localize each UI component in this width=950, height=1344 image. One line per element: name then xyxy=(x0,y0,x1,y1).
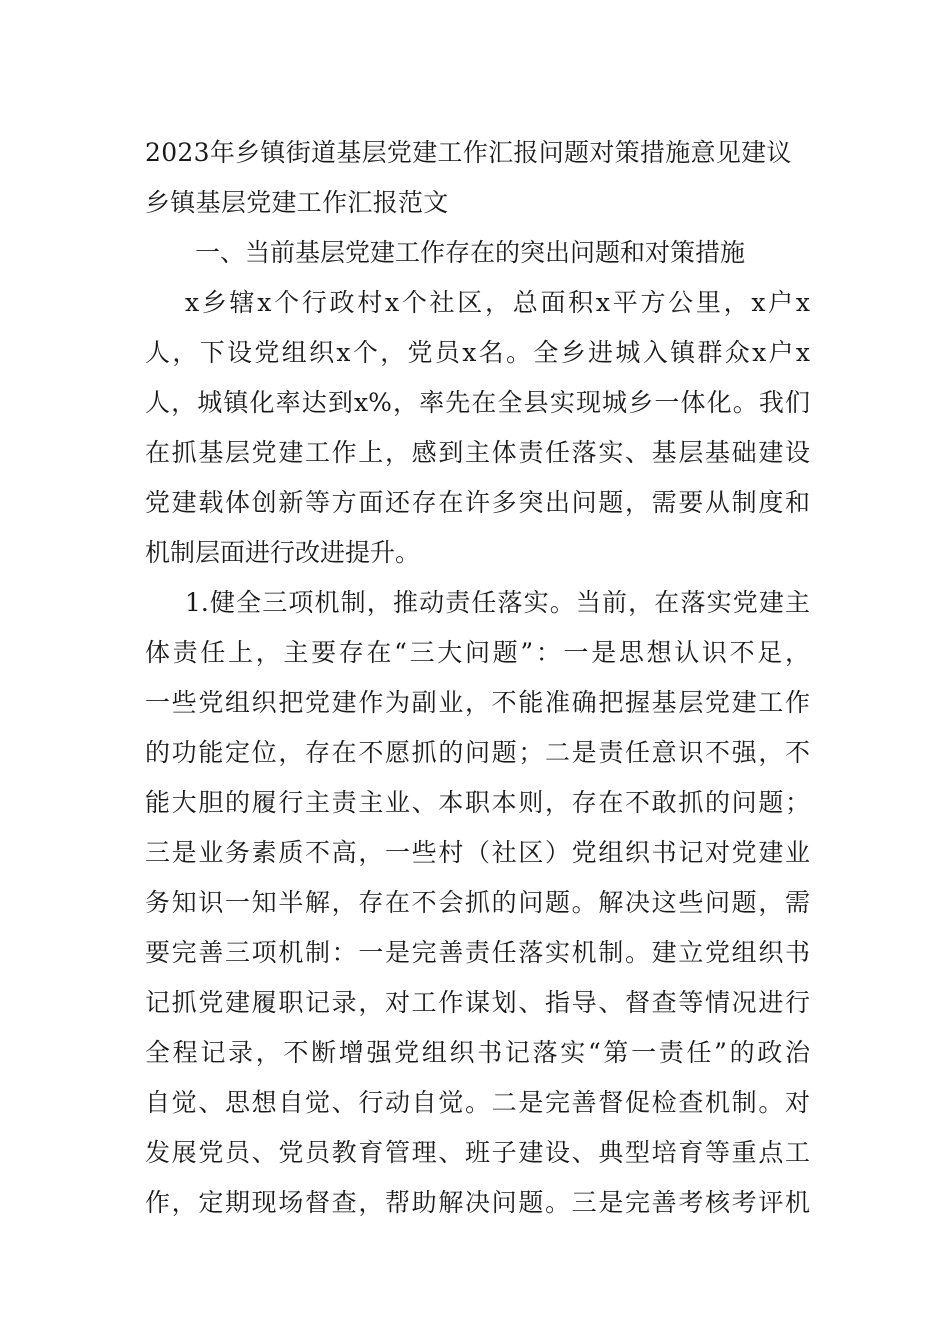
paragraph-line: 自觉、思想自觉、行动自觉。二是完善督促检查机制。对 xyxy=(145,1088,810,1117)
paragraph-line: 发展党员、党员教育管理、班子建设、典型培育等重点工 xyxy=(145,1138,810,1167)
paragraph-line: 1.健全三项机制，推动责任落实。当前，在落实党建主 xyxy=(185,588,810,617)
paragraph-line: 的功能定位，存在不愿抓的问题；二是责任意识不强，不 xyxy=(145,738,810,767)
paragraph-mechanisms xyxy=(145,578,810,1228)
document-title-line-1: 2023年乡镇街道基层党建工作汇报问题对策措施意见建议 xyxy=(145,138,792,167)
paragraph-line: 全程记录，不断增强党组织书记落实“第一责任”的政治 xyxy=(145,1038,810,1067)
paragraph-line: x乡辖x个行政村x个社区，总面积x平方公里，x户x xyxy=(185,288,810,317)
paragraph-line: 在抓基层党建工作上，感到主体责任落实、基层基础建设 xyxy=(145,438,810,467)
paragraph-line: 人，城镇化率达到x%，率先在全县实现城乡一体化。我们 xyxy=(145,388,810,417)
paragraph-line: 务知识一知半解，存在不会抓的问题。解决这些问题，需 xyxy=(145,888,810,917)
paragraph-line: 机制层面进行改进提升。 xyxy=(145,538,421,567)
paragraph-line: 要完善三项机制：一是完善责任落实机制。建立党组织书 xyxy=(145,938,810,967)
paragraph-line: 能大胆的履行主责主业、本职本则，存在不敢抓的问题； xyxy=(145,788,810,817)
paragraph-line: 记抓党建履职记录，对工作谋划、指导、督查等情况进行 xyxy=(145,988,810,1017)
paragraph-line: 体责任上，主要存在“三大问题”：一是思想认识不足， xyxy=(145,638,810,667)
paragraph-line: 作，定期现场督查，帮助解决问题。三是完善考核考评机 xyxy=(145,1188,810,1217)
document-page xyxy=(145,128,810,1228)
paragraph-line: 一些党组织把党建作为副业，不能准确把握基层党建工作 xyxy=(145,688,810,717)
paragraph-line: 三是业务素质不高，一些村（社区）党组织书记对党建业 xyxy=(145,838,810,867)
paragraph-overview xyxy=(145,278,810,578)
document-title-line-2: 乡镇基层党建工作汇报范文 xyxy=(145,188,449,217)
section-heading-1: 一、当前基层党建工作存在的突出问题和对策措施 xyxy=(195,238,746,267)
paragraph-line: 党建载体创新等方面还存在许多突出问题，需要从制度和 xyxy=(145,488,810,517)
paragraph-line: 人，下设党组织x个，党员x名。全乡进城入镇群众x户x xyxy=(145,338,810,367)
